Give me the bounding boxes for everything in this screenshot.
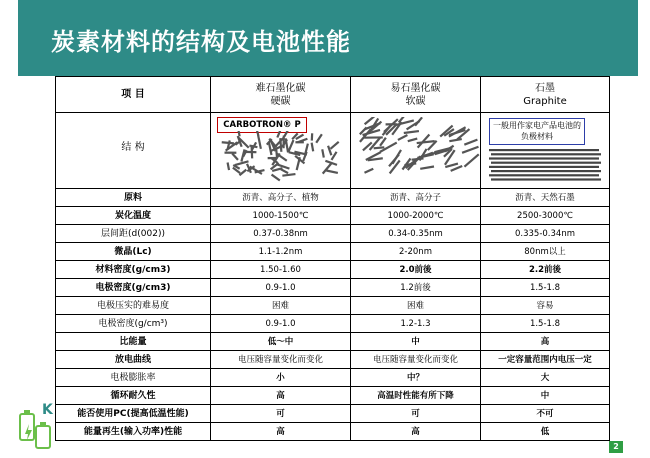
row-label: 微晶(Lc) bbox=[56, 243, 211, 261]
row-hard-value: 电压随容量变化而变化 bbox=[211, 351, 351, 369]
row-label: 电极膨胀率 bbox=[56, 369, 211, 387]
graphite-note-badge: 一般用作家电产品电池的负极材料 bbox=[489, 118, 585, 145]
row-label: 电极压实的难易度 bbox=[56, 297, 211, 315]
row-graphite-value: 沥青、天然石墨 bbox=[481, 189, 610, 207]
row-hard-value: 可 bbox=[211, 405, 351, 423]
table-row bbox=[56, 423, 610, 441]
table-row bbox=[56, 405, 610, 423]
row-soft-value: 可 bbox=[351, 405, 481, 423]
row-hard-value: 1.1-1.2nm bbox=[211, 243, 351, 261]
header-row bbox=[56, 77, 610, 113]
graphite-structure-image bbox=[481, 147, 610, 187]
header-soft-carbon bbox=[351, 77, 481, 113]
row-hard-value: 小 bbox=[211, 369, 351, 387]
row-hard-value: 1000-1500℃ bbox=[211, 207, 351, 225]
row-soft-value: 高温时性能有所下降 bbox=[351, 387, 481, 405]
row-soft-value: 2-20nm bbox=[351, 243, 481, 261]
row-hard-value: 沥青、高分子、植物 bbox=[211, 189, 351, 207]
row-label: 比能量 bbox=[56, 333, 211, 351]
structure-row bbox=[56, 113, 610, 189]
hard-carbon-structure-image bbox=[211, 131, 351, 189]
row-graphite-value: 容易 bbox=[481, 297, 610, 315]
table-row bbox=[56, 279, 610, 297]
table-row bbox=[56, 225, 610, 243]
header-item: 项 目 bbox=[56, 77, 211, 113]
header-soft-line1: 易石墨化碳 bbox=[390, 82, 441, 94]
row-hard-value: 0.9-1.0 bbox=[211, 315, 351, 333]
carbotron-badge: CARBOTRON® P bbox=[217, 117, 307, 133]
row-graphite-value: 2500-3000℃ bbox=[481, 207, 610, 225]
row-soft-value: 沥青、高分子 bbox=[351, 189, 481, 207]
row-soft-value: 0.34-0.35nm bbox=[351, 225, 481, 243]
table-row bbox=[56, 333, 610, 351]
header-hard-carbon bbox=[211, 77, 351, 113]
logo-letter: K bbox=[42, 402, 53, 418]
row-soft-value: 中？ bbox=[351, 369, 481, 387]
row-graphite-value: 80nm以上 bbox=[481, 243, 610, 261]
row-hard-value: 0.9-1.0 bbox=[211, 279, 351, 297]
structure-label: 结 构 bbox=[121, 142, 145, 153]
table-row bbox=[56, 369, 610, 387]
header-graphite-line1: 石墨 bbox=[535, 82, 555, 94]
row-graphite-value: 中 bbox=[481, 387, 610, 405]
row-hard-value: 高 bbox=[211, 387, 351, 405]
header-hard-line2: 硬碳 bbox=[270, 95, 291, 107]
row-label: 电极密度(g/cm³) bbox=[56, 315, 211, 333]
row-hard-value: 困难 bbox=[211, 297, 351, 315]
table-row bbox=[56, 387, 610, 405]
row-graphite-value: 低 bbox=[481, 423, 610, 441]
table-row bbox=[56, 297, 610, 315]
row-hard-value: 0.37-0.38nm bbox=[211, 225, 351, 243]
table-row bbox=[56, 243, 610, 261]
row-soft-value: 电压随容量变化而变化 bbox=[351, 351, 481, 369]
header-graphite-line2: Graphite bbox=[523, 95, 567, 107]
row-label: 炭化温度 bbox=[56, 207, 211, 225]
structure-hard-cell bbox=[211, 113, 351, 189]
title-banner bbox=[18, 0, 638, 76]
row-label: 电极密度(g/cm3) bbox=[56, 279, 211, 297]
row-soft-value: 高 bbox=[351, 423, 481, 441]
row-graphite-value: 一定容量范围内电压一定 bbox=[481, 351, 610, 369]
table-row bbox=[56, 315, 610, 333]
property-rows bbox=[56, 189, 610, 441]
page-title: 炭素材料的结构及电池性能 bbox=[51, 28, 351, 56]
row-label: 材料密度(g/cm3) bbox=[56, 261, 211, 279]
table-row bbox=[56, 351, 610, 369]
row-soft-value: 1.2前後 bbox=[351, 279, 481, 297]
structure-graphite-cell bbox=[481, 113, 610, 189]
row-label: 能量再生(输入功率)性能 bbox=[56, 423, 211, 441]
row-soft-value: 中 bbox=[351, 333, 481, 351]
row-hard-value: 高 bbox=[211, 423, 351, 441]
row-label: 放电曲线 bbox=[56, 351, 211, 369]
row-graphite-value: 2.2前後 bbox=[481, 261, 610, 279]
comparison-table-container bbox=[55, 76, 609, 441]
header-hard-line1: 难石墨化碳 bbox=[255, 82, 306, 94]
row-label: 循环耐久性 bbox=[56, 387, 211, 405]
row-graphite-value: 1.5-1.8 bbox=[481, 315, 610, 333]
row-label: 层间距(d(002)) bbox=[56, 225, 211, 243]
row-graphite-value: 0.335-0.34nm bbox=[481, 225, 610, 243]
row-label: 能否使用PC(提高低温性能) bbox=[56, 405, 211, 423]
row-soft-value: 1.2-1.3 bbox=[351, 315, 481, 333]
table-row bbox=[56, 261, 610, 279]
row-graphite-value: 高 bbox=[481, 333, 610, 351]
row-graphite-value: 1.5-1.8 bbox=[481, 279, 610, 297]
structure-label-cell bbox=[56, 113, 211, 189]
row-graphite-value: 大 bbox=[481, 369, 610, 387]
row-soft-value: 困难 bbox=[351, 297, 481, 315]
table-row bbox=[56, 207, 610, 225]
row-graphite-value: 不可 bbox=[481, 405, 610, 423]
row-hard-value: 1.50-1.60 bbox=[211, 261, 351, 279]
soft-carbon-structure-image bbox=[351, 117, 481, 187]
structure-soft-cell bbox=[351, 113, 481, 189]
row-hard-value: 低～中 bbox=[211, 333, 351, 351]
header-soft-line2: 软碳 bbox=[405, 95, 426, 107]
table-row bbox=[56, 189, 610, 207]
header-graphite bbox=[481, 77, 610, 113]
comparison-table bbox=[55, 76, 610, 441]
row-label: 原料 bbox=[56, 189, 211, 207]
page-number: 2 bbox=[609, 441, 623, 453]
company-logo bbox=[18, 400, 58, 452]
row-soft-value: 1000-2000℃ bbox=[351, 207, 481, 225]
row-soft-value: 2.0前後 bbox=[351, 261, 481, 279]
